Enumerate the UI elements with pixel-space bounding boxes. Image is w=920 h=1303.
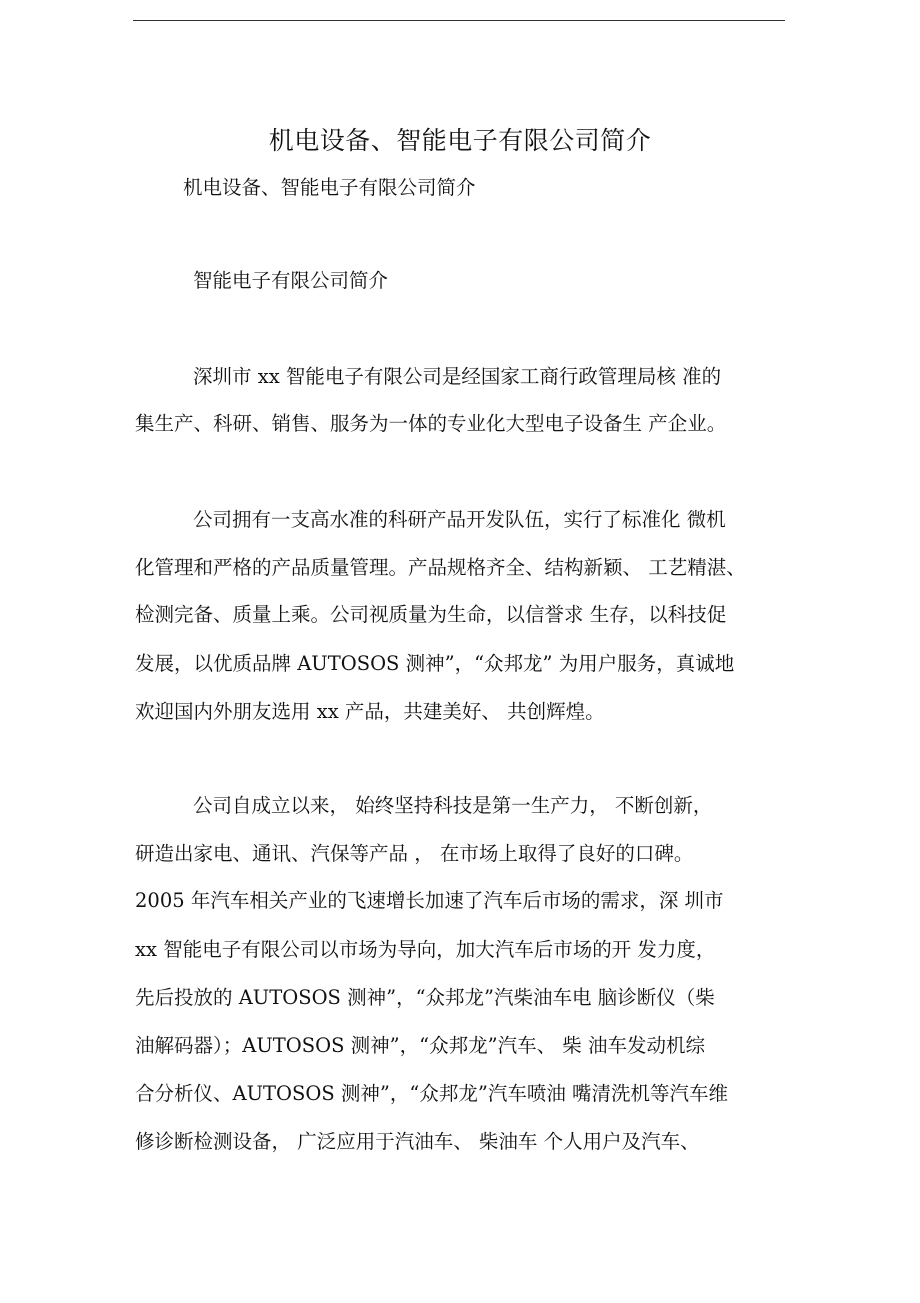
- paragraph-line: 深圳市 xx 智能电子有限公司是经国家工商行政管理局核 准的: [193, 365, 722, 388]
- section-heading: 智能电子有限公司简介: [193, 269, 389, 292]
- paragraph-line: 2005 年汽车相关产业的飞速增长加速了汽车后市场的需求，深 圳市: [135, 889, 724, 912]
- paragraph-line: 油解码器）；AUTOSOS 测神”，“众邦龙”汽车、 柴 油车发动机综: [135, 1034, 705, 1057]
- paragraph-line: 修诊断检测设备， 广泛应用于汽油车、 柴油车 个人用户及汽车、: [135, 1130, 700, 1153]
- paragraph-line: 检测完备、质量上乘。公司视质量为生命，以信誉求 生存，以科技促: [135, 603, 727, 626]
- paragraph-line: 先后投放的 AUTOSOS 测神”，“众邦龙”汽柴油车电 脑诊断仪（柴: [135, 986, 715, 1009]
- document-subtitle: 机电设备、智能电子有限公司简介: [183, 176, 476, 199]
- paragraph-line: xx 智能电子有限公司以市场为导向，加大汽车后市场的开 发力度，: [135, 938, 716, 961]
- paragraph-line: 公司自成立以来， 始终坚持科技是第一生产力， 不断创新，: [193, 794, 713, 817]
- paragraph-line: 化管理和严格的产品质量管理。产品规格齐全、结构新颖、 工艺精湛、: [135, 556, 746, 579]
- header-rule: [133, 20, 785, 21]
- paragraph-line: 公司拥有一支高水准的科研产品开发队伍，实行了标准化 微机: [193, 508, 726, 531]
- paragraph-line: 欢迎国内外朋友选用 xx 产品，共建美好、 共创辉煌。: [135, 700, 605, 723]
- paragraph-line: 研造出家电、通讯、汽保等产品 ， 在市场上取得了良好的口碑。: [135, 842, 694, 865]
- paragraph-line: 发展，以优质品牌 AUTOSOS 测神”，“众邦龙” 为用户服务，真诚地: [135, 652, 735, 675]
- paragraph-line: 合分析仪、AUTOSOS 测神”，“众邦龙”汽车喷油 嘴清洗机等汽车维: [135, 1082, 729, 1105]
- paragraph-line: 集生产、科研、销售、服务为一体的专业化大型电子设备生 产企业。: [135, 412, 727, 435]
- document-title: 机电设备、智能电子有限公司简介: [268, 126, 652, 155]
